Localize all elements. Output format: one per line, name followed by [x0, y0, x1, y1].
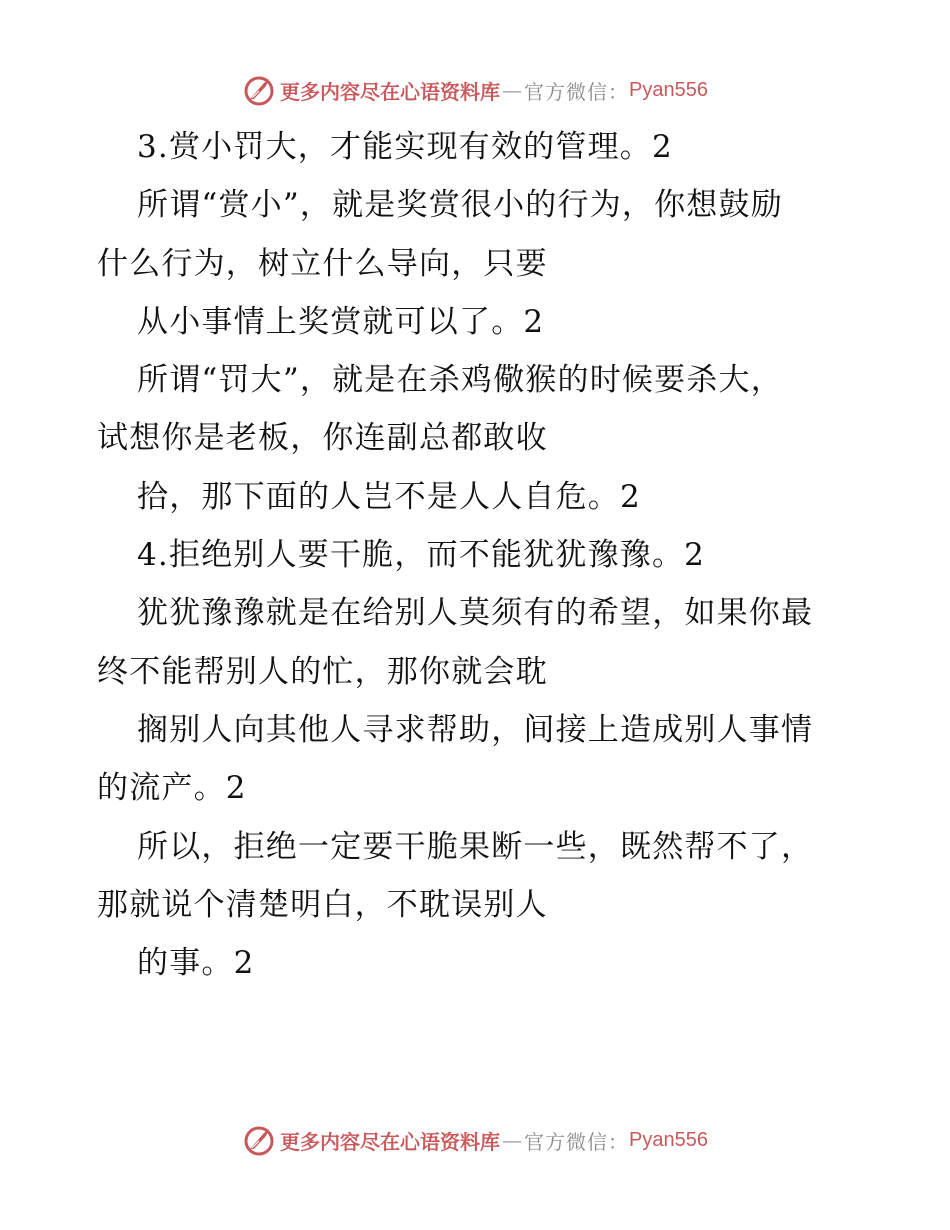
- text-line: 什么行为，树立什么导向，只要: [97, 245, 548, 282]
- quill-logo-icon: [242, 1123, 276, 1157]
- text-line: 所谓“赏小”，就是奖赏很小的行为，你想鼓励: [137, 187, 783, 224]
- text-line: 所谓“罚大”，就是在杀鸡儆猴的时候要杀大，: [137, 362, 783, 399]
- header-watermark: [0, 70, 950, 110]
- text-line: 4.拒绝别人要干脆，而不能犹犹豫豫。2: [137, 537, 706, 574]
- text-line: 拾，那下面的人岂不是人人自危。2: [137, 478, 641, 515]
- quill-logo-icon: [242, 73, 276, 107]
- footer-watermark: [0, 1120, 950, 1160]
- watermark-wechat-id: Pyan556: [629, 78, 708, 101]
- watermark-wechat-label: 官方微信：: [524, 79, 630, 104]
- watermark-main-text: 更多内容尽在心语资料库: [280, 79, 501, 104]
- text-line: 所以，拒绝一定要干脆果断一些，既然帮不了，: [137, 828, 814, 865]
- watermark-dash: —: [502, 1128, 523, 1152]
- text-line: 试想你是老板，你连副总都敢收: [97, 420, 548, 457]
- text-line: 搁别人向其他人寻求帮助，间接上造成别人事情: [137, 711, 814, 748]
- watermark-wechat-label: 官方微信：: [524, 1129, 630, 1154]
- text-line: 的事。2: [137, 945, 255, 982]
- text-line: 那就说个清楚明白，不耽误别人: [97, 886, 548, 923]
- watermark-wechat-id: Pyan556: [629, 1128, 708, 1151]
- text-line: 终不能帮别人的忙，那你就会耽: [97, 653, 548, 690]
- watermark-main-text: 更多内容尽在心语资料库: [280, 1129, 501, 1154]
- document-body: [97, 118, 857, 992]
- text-line: 的流产。2: [97, 770, 247, 807]
- text-line: 从小事情上奖赏就可以了。2: [137, 303, 545, 340]
- text-line: 犹犹豫豫就是在给别人莫须有的希望，如果你最: [137, 595, 814, 632]
- text-line: 3.赏小罚大，才能实现有效的管理。2: [137, 129, 673, 165]
- watermark-dash: —: [502, 78, 523, 102]
